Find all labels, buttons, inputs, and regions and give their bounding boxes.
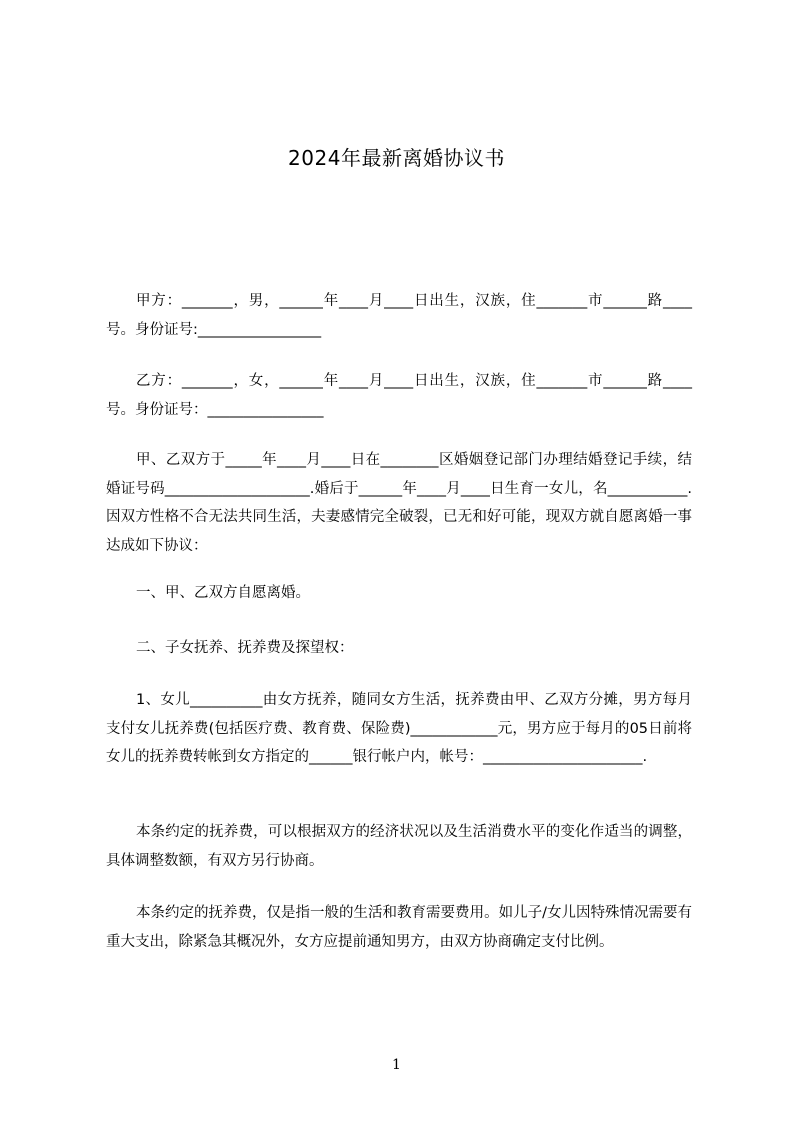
page-number: 1 — [392, 1057, 401, 1073]
support-adjustment-paragraph: 本条约定的抚养费，可以根据双方的经济状况以及生活消费水平的变化作适当的调整，具体调整数额，有双方另行协商。 — [106, 824, 692, 869]
child-support-paragraph: 1、女儿__________由女方抚养，随同女方生活，抚养费由甲、乙双方分摊，男方每月支付女儿抚养费(包括医疗费、教育费、保险费)____________元，男方应于每月的05日前将女儿的抚养费转帐到女方指定的______银行帐户内，帐号：______________________. — [106, 692, 692, 765]
clause-two-heading: 二、子女抚养、抚养费及探望权： — [136, 640, 354, 656]
party-b-paragraph: 乙方：_______，女，______年____月____日出生，汉族，住_______市______路____号。身份证号：________________ — [106, 373, 692, 418]
clause-one-heading: 一、甲、乙双方自愿离婚。 — [136, 585, 310, 601]
marriage-details-paragraph: 甲、乙双方于_____年____月____日在________区婚姻登记部门办理结婚登记手续，结婚证号码____________________.婚后于______年____月____日生育一女儿，名___________.因双方性格不合无法共同生活，夫妻感情完全破裂，已无和好可能，现双方就自愿离婚一事达成如下协议： — [106, 452, 692, 554]
document-title: 2024年最新离婚协议书 — [288, 146, 505, 170]
party-a-paragraph: 甲方：_______，男，______年____月____日出生，汉族，住_______市______路____号。身份证号:_________________ — [106, 293, 692, 338]
special-expenses-paragraph: 本条约定的抚养费，仅是指一般的生活和教育需要费用。如儿子/女儿因特殊情况需要有重大支出，除紧急其概况外，女方应提前通知男方，由双方协商确定支付比例。 — [106, 905, 692, 950]
